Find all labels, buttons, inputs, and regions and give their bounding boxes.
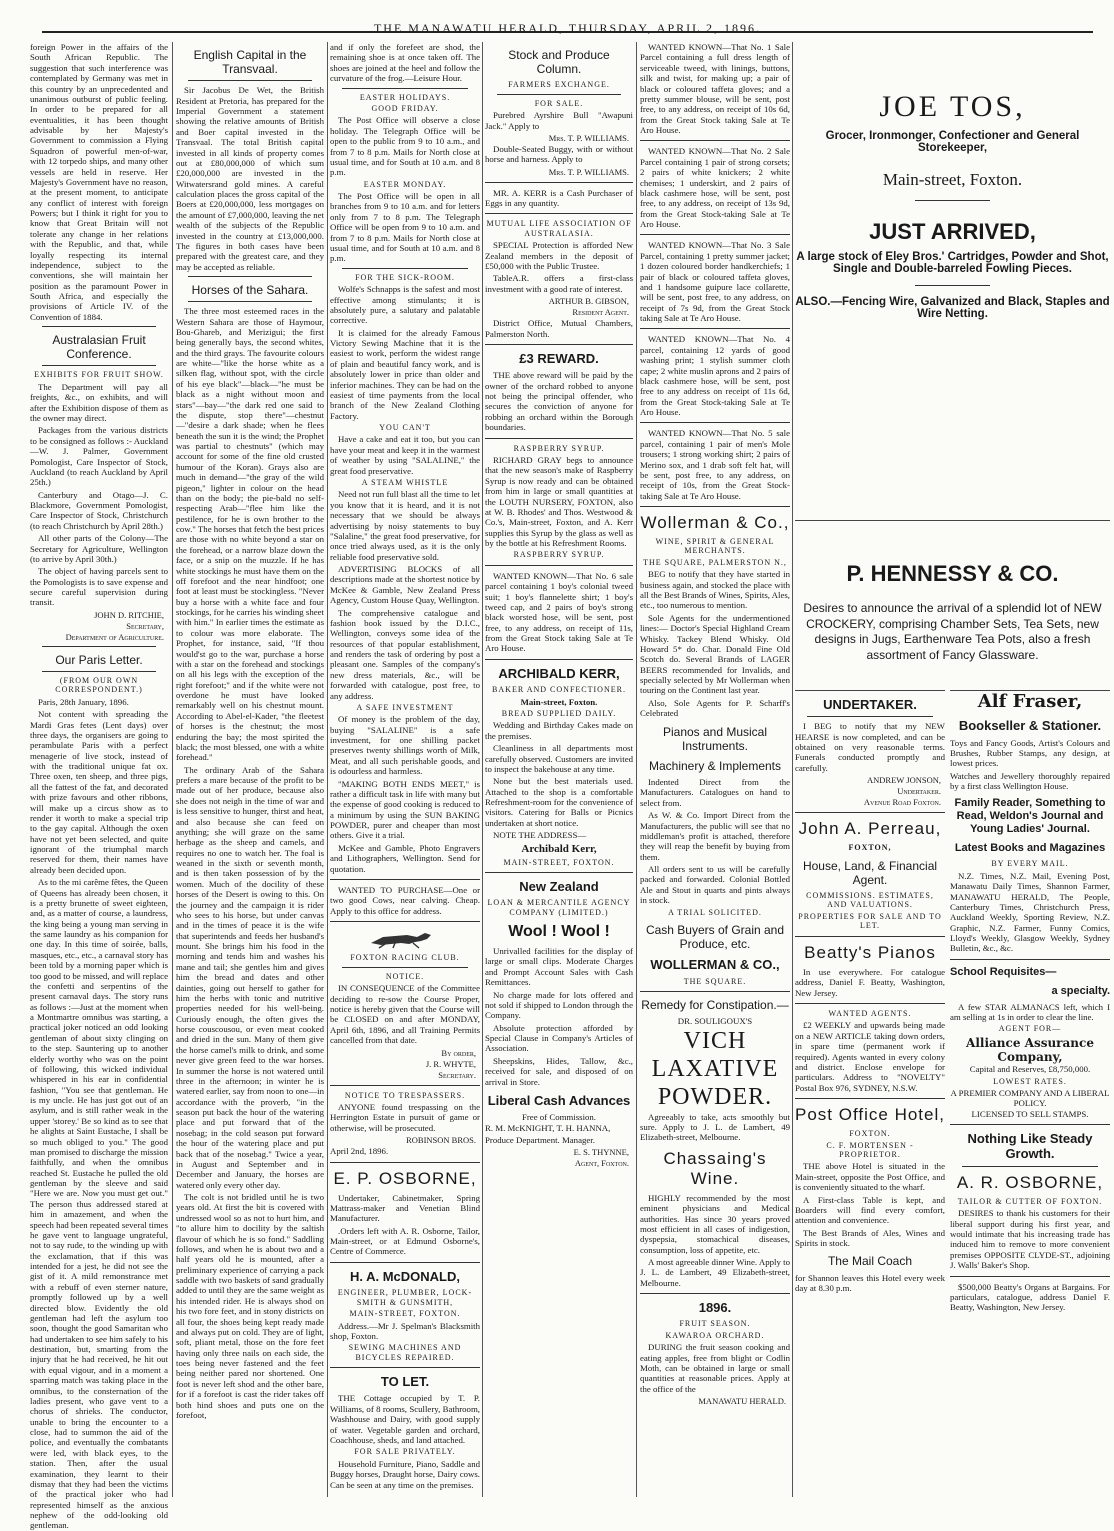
advert-heading: JUST ARRIVED, [869,219,1036,244]
advert-paragraph: Sole Agents for the undermentioned lines:— Doctor's Special Highland Cream Whisky. Tackey Blend Whisky. Old Howard 5* do. Char. Donald Fine Old Scotch do. Several Brands of LAGER BEERS recommended for Invalids, and specially selected by Mr Wollerman when touring on the Continent last year. [640,612,790,696]
advert-heading: Wool ! Wool ! [508,923,610,941]
advert-paragraph: Wedding and Birthday Cakes made on the premises. [485,720,633,741]
column-6 [795,690,945,1496]
advert-subheading: MAIN-STREET, FOXTON. [503,857,615,867]
advert-subheading: ENGINEER, PLUMBER, LOCK-SMITH & GUNSMITH, [337,1288,473,1307]
advert-heading: JOE TOS, [879,90,1026,123]
column-4 [485,42,633,1497]
advert-subheading: BY EVERY MAIL. [991,859,1069,869]
advert-heading: RASPBERRY SYRUP. [513,550,605,560]
article-paragraph: and if only the forefeet are shod, the remaining shoe is at once taken off. The shoes are joined at the heel and follow the curvature of the frog.—Leisure Hour. [330,42,480,84]
advert-heading: School Requisites— [950,965,1057,978]
divider [485,344,633,345]
divider [330,1085,480,1086]
divider [950,1124,1110,1125]
advert-heading: Family Reader, Something to Read, Weldon's Journal and Young Ladies' Journal. [954,797,1106,836]
divider [640,328,790,329]
advert-subheading: Grocer, Ironmonger, Confectioner and General Storekeeper, [825,130,1080,154]
signature: E. S. THYNNE, [573,1147,629,1158]
advert-subheading: Capital and Reserves, £8,750,000. [969,1064,1091,1075]
signature: ROBINSON BROS. [406,1135,476,1146]
advert-subheading: Bookseller & Stationer. [958,718,1102,734]
advert-heading: WOLLERMAN & CO., [650,957,780,973]
article-paragraph: It is claimed for the already Famous Victory Sewing Machine that it is the easiest to work, perform the widest range of plain and beautiful fancy work, and is absolutely lower in price than older and inferior machines. They can be had on the easiest of time payments from the local branch of the New Zealand Clothing Factory. [330,327,480,421]
divider [640,234,790,235]
advert-heading: VICH LAXATIVE [651,1027,779,1082]
article-paragraph: The three most esteemed races in the Western Sahara are those of Haymour, Bou-Ghareb, and Merizigui; the first being generally bays, the second whites, and the third grays. The favourite colours are white—"like the horse white as a silken flag, without spot, with the circle of his eye black"—black—"he must be black as a night without moon and stars"—bay—"the dark red one said to the dispute, stop there"—chestnut—"desire a dark shade; when he flees beneath the sun it is the wind; the Prophet was partial to chestnuts" (which may account for some of the fine old crusted humour of the Koran). Grays also are much in demand—"the gray of the wild pigeon," lighter in colour on the head than on the body; the pie-bald no self-respecting Arab—"flee him like the pestilence, for he is own brother to the cow." The horses that fetch the best prices are those with no white beyond a star on the forehead, or a narrow blaze down the face, or a snip on the muzzle. If he has white stockings he must have them on the off forefoot and the near hindfoot; one foot at least must be stockingless. "Never buy a horse with a white face and four stockings, for he carries his winding sheet with him." In earlier times the estimate as to colour was more elaborate. The Prophet, for instance, said, "If thou would'st go to the war, purchase a horse with a star on the forehead and stockings on all his legs with the exception of the right forefoot;" and if the white were not overdone he must have looked remarkably well on his chestnut mount. According to Abel-el-Kader, "the fleetest of horses is the chestnut; the most enduring the bay; the most spirited the black; the most blessed, one with a white forehead." [176,306,324,763]
advert-paragraph: WANTED TO PURCHASE—One or two good Cows, near calving. Cheap. Apply to this office for address. [330,884,480,916]
advert-heading: NOTICE TO TRESPASSERS. [344,1090,466,1100]
divider [188,301,312,302]
divider [485,213,633,214]
advert-paragraph: RICHARD GRAY begs to announce that the new season's make of Raspberry Syrup is now ready and can be obtained from him in large or small quantities at the LOUTH NURSERY, FOXTON, also at W. B. Rhodes' and Thos. Westwood & Co.'s, Main-street, Foxton, and A. Kerr supplies this Syrup by the glass as well as by the bottle at his Refreshment Rooms. [485,455,633,549]
advert-heading: RASPBERRY SYRUP. [513,443,605,453]
advert-location: Main-street, Foxton. [882,170,1023,189]
notice-paragraph: The Post Office will be open in all branches from 9 to 10 a.m. and for letters only from 7 to 8 p.m. The Telegraph Office will be open from 9 to 10 a.m. and from 7 to 8 p.m. Mails for North close at usual time, and for South at 10 a.m. and 8 p.m. [330,191,480,264]
column-divider [792,42,793,1497]
advert-paragraph: Indented Direct from the Manufacturers. Catalogues on hand to select from. [640,777,790,808]
advert-paragraph: Desires to announce the arrival of a splendid lot of NEW CROCKERY, comprising Chamber Sets, Tea Sets, new designs in Jugs, Earthenware Tea Pots, also a fresh assortment of Fancy Glassware. [803,601,1102,662]
advert-paragraph: Also, Sole Agents for P. Scharff's Celebrated [640,697,790,719]
advert-paragraph: Cleanliness in all departments most carefully observed. Customers are invited to inspect the bakehouse at any time. [485,743,633,774]
advert-heading: H. A. McDONALD, [349,1268,461,1284]
advert-subheading: PROPERTIES FOR SALE AND TO LET. [798,911,942,931]
advert-heading: Remedy for Constipation.— [641,998,789,1013]
advert-heading: P. HENNESSY & CO. [846,561,1059,586]
advert-heading: Archibald Kerr, [521,842,597,855]
article-paragraph: Canterbury and Otago—J. C. Blackmore, Government Pomologist, Care Inspector of Stock, Christchurch (to reach Christchurch by April 28th.) [30,489,168,531]
divider [42,326,156,327]
advert-subheading: THE SQUARE. [683,976,747,986]
article-paragraph: As to the mi carême fêtes, the Queen of Queens has already been chosen, it is a pretty brunette of sweet eighteen, and, as a matter of course, a laundress, the king being a young man serving in the same laundry as his companion for one day. In this time of soirée, balls, masques, etc., etc., a carnaval story has been told by a morning paper which is too good to be missed, and will replace the confetti and serpentins of the present carnaval days. The story runs as follows :—Just at the moment when a Montmartre omnibus was starting, a practical joker noticed an odd looking gentleman of about sixty clinging on to the step. Sauntering up to another elderly worthy who was on the point of following, this wicked individual whispered in his ear in confidential fashion, "You see that gentleman. He is my uncle. He has just got out of an asylum, and is still rather weak in the upper 'storey.' Be so kind as to see that he alights at Saint Eustache, I shall be so much obliged to you." The good man promised to discharge the mission faithfully, and when the omnibus reached St. Eustache he pulled the old gentleman by the sleeve and said "Here we are. Now you must get out." The person thus addressed stared at him in amazement, and when the speech had been repeated several times he gave vent to language ungrateful, not to say rude, to the winding up with the exclamation, that if this was intended for a jest, he did not see the gist of it. A mild remonstrance met with a rebuff of even sterner nature, promptly followed up by a well directed blow. Evidently the old gentleman had left the asylum too soon, thought the good Samaritan who had undertaken to see him safely to his destination, but, smarting from the injury that he had received, he hit out with equal vigour, and in a moment a sparring match was taking place in the omnibus, to the consternation of the ladies present, who gave vent to a chorus of shrieks. The conductor, unable to bring the encounter to a close, had to summon the aid of the police, and eventually the combatants were led, with black eyes, to the station. Then, after the usual examination, they learnt to their dismay that they had been the victims of the practical joker who had represented himself as the anxious nephew of the odd-looking old gentleman. [30,877,169,1531]
advert-paragraph: In use everywhere. For catalogue address, Daniel F. Beatty, Washington, New Jersey. [795,966,945,998]
article-paragraph: The colt is not bridled until he is two years old. At first the bit is covered with undressed wool so as not to hurt him, and "to allure him to docility by the saltish flavour of which he is so fond." Saddling follows, and when he is about two and a half years old he is mounted, after a preliminary experience of carrying a pack saddle with two baskets of sand gradually added to until they are the same weight as his intended rider. He is always shod on his two fore feet, and in stony districts on all four, the shoes being kept ready made and always put on cold. They are of light, soft, pliant metal, those on the fore feet having only three nails on each side, the toes being never fastened and the feet being neither pared nor shortened. One foot is never left shod and the other bare, for if a forefoot is cast the rider takes off both hind shoes and puts one on the forefoot, [176,1192,324,1420]
section-heading: A SAFE INVESTMENT [356,702,454,712]
article-paragraph: Have a cake and eat it too, but you can have your meat and keep it in the warmest of weather by using "SALALINE," the great food preservative. [330,434,480,476]
divider [795,1003,945,1004]
advert-paragraph: A large stock of Eley Bros.' Cartridges, Powder and Shot, Single and Double-barreled Fowling Pieces. [796,251,1109,275]
divider [42,646,156,647]
advert-paragraph: ALSO.—Fencing Wire, Galvanized and Black, Staples and Wire Netting. [795,296,1110,320]
advert-subheading: DR. SOULIGOUX'S [677,1016,753,1027]
advert-subheading: FRUIT SEASON. [679,1319,751,1329]
advert-subheading: A PREMIER COMPANY AND A LIBERAL POLICY. [950,1088,1110,1109]
advert-paragraph: A First-class Table is kept, and Boarders will find every comfort, attention and convenience. [795,1194,945,1226]
divider [640,140,790,141]
advert-paragraph: MR. A. KERR is a Cash Purchaser of Eggs in any quantity. [485,187,633,209]
advert-heading: MUTUAL LIFE ASSOCIATION OF AUSTRALASIA. [486,219,632,238]
advert-subheading: AGENT FOR— [998,1024,1062,1034]
signature: Secretary. [438,1069,476,1080]
article-paragraph: All other parts of the Colony—The Secretary for Agriculture, Wellington (to arrive by April 30th.) [30,533,168,564]
divider [330,879,480,880]
article-heading: Australasian Fruit Conference. [52,333,146,362]
divider [915,200,990,201]
divider [188,80,312,81]
article-paragraph: McKee and Gamble, Photo Engravers and Lithographers, Wellington. Send for quotation. [330,842,480,874]
article-paragraph: ADVERTISING BLOCKS of all descriptions made at the shortest notice by McKee & Gamble, New Zealand Press Agency, Custom House Quay, Wellington. [330,564,480,606]
divider [807,716,933,717]
advert-paragraph: No charge made for lots offered and not sold if shipped to London through the Company. [485,989,633,1021]
advert-heading: The Mail Coach [827,1254,913,1269]
advert-subheading: Free of Commission. [521,1112,597,1123]
article-paragraph: "MAKING BOTH ENDS MEET," is rather a difficult task in life with many but the expense of good cooking is reduced to a minimum by using the SUN BAKING POWDER, purer and cheaper than most others. Give it a trial. [330,778,480,841]
divider [640,991,790,992]
article-subheading: EXHIBITS FOR FRUIT SHOW. [34,370,164,380]
advert-date: April 2nd, 1896. [330,1146,389,1157]
advert-paragraph: Watches and Jewellery thoroughly repaired by a first class Wellington House. [950,770,1110,792]
divider [962,1166,1098,1167]
signature: JOHN D. RITCHIE, [94,609,164,620]
column-divider [482,42,483,1497]
advert-heading: E. P. OSBORNE, [333,1168,477,1188]
signature: ANDREW JONSON, [867,775,941,786]
divider [950,959,1110,960]
advert-paragraph: As W. & Co. Import Direct from the Manufacturers, the public will see that no middleman's profit is attached, therefore they will reap the benefit by buying from them. [640,810,790,862]
section-subheading: FOR SALE. [534,98,584,108]
advert-heading: Nothing Like Steady Growth. [967,1131,1093,1162]
signature: MANAWATU HERALD. [698,1396,786,1407]
advert-paragraph: .Orders left with A. R. Osborne, Tailor, Main-street, or at Edmund Osborne's, Centre of Commerce. [330,1225,480,1257]
signature: Undertaker. [897,786,941,797]
advert-paragraph: The Best Brands of Ales, Wines and Spirits in stock. [795,1227,945,1249]
divider [42,671,156,672]
advert-heading: Pianos and Musical Instruments. [662,724,768,753]
advert-paragraph: Sheepskins, Hides, Tallow, &c., received for sale, and disposed of on arrival in Store. [485,1055,633,1087]
divider [485,659,633,660]
divider [485,565,633,566]
article-paragraph: Need not run full blast all the time to let you know that it is heard, and it is not necessary that we should be always advertising by noisy statements to buy "Salaline," the great food preservative, for once tried always used, as it is the only reliable food preservative sold. [330,489,480,562]
advert-subheading: KAWAROA ORCHARD. [665,1330,765,1340]
article-heading: Our Paris Letter. [55,652,143,667]
advert-heading: 1896. [698,1300,732,1316]
article-paragraph: The object of having parcels sent to the Pomologists is to save expense and secure careful supervision during transit. [30,566,168,608]
advert-subheading: LOAN & MERCANTILE AGENCY COMPANY (LIMITED.) [487,898,631,917]
advert-heading: New Zealand [519,878,599,894]
signature: Agent, Foxton. [574,1158,629,1169]
advert-subheading: SEWING MACHINES AND BICYCLES REPAIRED. [348,1343,462,1362]
advert-paragraph: WANTED KNOWN—That No. 6 sale parcel containing 1 boy's colonial tweed suit; 1 boy's flannelette shirt; 1 boy's tweed cap, and 2 pairs of boy's strong black worsted hose, will be sent, post free, to any address, on receipt of 11s, from the Great Stock taking Sale at Te Aro House. [485,570,633,654]
advert-heading: Cash Buyers of Grain and Produce, etc. [645,923,785,952]
advert-heading: POWDER. [657,1084,773,1111]
column-3 [330,42,480,1497]
advert-heading: A. R. OSBORNE, [956,1172,1104,1192]
racing-horse-illustration [330,927,480,951]
column-divider [327,42,328,1497]
advert-paragraph: SPECIAL Protection is afforded New Zealand members in the deposit of £50,000 with the Public Trustee. [485,240,633,272]
divider [485,438,633,439]
column-1 [30,42,169,1531]
advert-heading: Post Office Hotel, [795,1105,945,1125]
divider [330,921,480,922]
advert-paragraph: WANTED KNOWN—That No. 4 parcel, containing 12 yards of good washing print; 1 stylish summer cloth cape; 2 white muslin aprons and 2 pairs of black cashmere hose, will be sent, post free to any address on receipt of 11s 6d, from the Great Stock-taking Sale at Te Aro House. [640,334,790,417]
signature: Department of Agriculture. [65,631,164,642]
divider [342,967,468,968]
advert-subheading: NOTICE. [385,971,425,981]
advert-paragraph: Absolute protection afforded by Special Clause in Company's Articles of Association. [485,1022,633,1054]
divider [795,812,945,813]
advert-paragraph: TableA.R. offers a first-class investment with a good rate of interest. [485,273,633,294]
article-heading: Horses of the Sahara. [191,283,309,298]
advert-subheading: BAKER AND CONFECTIONER. [492,685,626,695]
advert-paragraph: District Office, Mutual Chambers, Palmerston North. [485,318,633,339]
advert-subheading: C. F. MORTENSEN - PROPRIETOR. [826,1140,914,1159]
divider [795,1098,945,1099]
advert-paragraph: Address.—Mr J. Spelman's Blacksmith shop, Foxton. [330,1320,480,1341]
advert-paragraph: I BEG to notify that my NEW HEARSE is now completed, and can be obtained on very reasonable terms. Funerals conducted promptly and carefully. [795,721,945,773]
masthead [30,0,1105,40]
advert-subheading: LICENSED TO SELL STAMPS. [971,1108,1089,1119]
advert-heading: £3 REWARD. [519,351,599,366]
advert-paragraph: Double-Seated Buggy, with or without horse and harness. Apply to [485,143,633,165]
signature-line: R. M. McKNIGHT, T. H. HANNA, [485,1122,611,1133]
advert-paragraph: THE above reward will be paid by the owner of the orchard robbed to anyone not being the principal offender, who secures the conviction of anyone for robbing an orchard within the Borough boundaries. [485,370,633,433]
section-heading: YOU CAN'T [379,423,431,432]
advert-heading: ARCHIBALD KERR, [498,665,620,681]
advert-paragraph: ANYONE found trespassing on the Herrington Estate in pursuit of game or otherwise, will be prosecuted. [330,1102,480,1133]
signature: ARTHUR B. GIBSON, [548,296,629,307]
advert-heading: Alf Fraser, [977,691,1083,712]
notice-paragraph: The Post Office will observe a close holiday. The Telegraph Office will be open to the public from 9 to 10 a.m., and from 7 to 8 p.m. Mails for North close at usual time, and for South at 10 a.m. and 8 p.m. [330,115,480,178]
advert-paragraph: WANTED KNOWN—That No. 1 Sale Parcel containing a full dress length of serviceable tweed, with linings, buttons, silk and twist, for making up; a pair of black or coloured taffeta gloves; and a pretty summer blouse, will be sent, post free, to any address, on receipt of 10s 6d, from the Great Stock taking Sale at Te Aro House. [640,42,790,135]
divider [42,365,156,366]
signature: Avenue Road Foxton. [863,797,941,808]
divider [188,276,312,277]
advert-heading: Alliance Assurance Company, [966,1035,1094,1065]
column-divider [636,42,637,1497]
notice-subheading: EASTER MONDAY. [363,179,447,189]
signature: Mrs. T. P. WILLIAMS. [548,166,629,177]
advert-subheading: THE SQUARE, PALMERSTON N., [643,557,787,567]
divider [915,285,990,286]
column-2 [176,42,324,1497]
advert-paragraph: DURING the fruit season cooking and eating apples, free from blight or Codlin Moth, can be obtained in large or small quantities at reasonable prices. Apply at the office of the [640,1342,790,1394]
divider [330,1262,480,1263]
article-subheading: (FROM OUR OWN CORRESPONDENT.) [55,675,143,695]
advert-subheading: FOR SALE PRIVATELY. [354,1447,456,1457]
section-heading: FOR THE SICK-ROOM. [355,272,455,282]
article-paragraph: The comprehensive catalogue and fashion book issued by the D.I.C., Wellington, conveys some idea of the resources of that popular establishment, and renders the task of ordering by post a pleasant one. Samples of the company's new dress materials, &c., will be forwarded with catalogue, post free, to any address. [330,607,480,701]
signature-line: Produce Department. Manager. [485,1134,595,1145]
advert-paragraph: None but the best materials used. Attached to the shop is a comfortable Refreshment-room for the convenience of visitors. Catering for Balls or Picnics undertaken at short notice. [485,776,633,828]
advert-heading: Wollerman & Co., [640,513,790,532]
advert-paragraph: Agreeably to take, acts smoothly but sure. Apply to J. L. de Lambert, 49 Elizabeth-street, Melbourne. [640,1111,790,1143]
advert-paragraph: N.Z. Times, N.Z. Mail, Evening Post, Manawatu Daily Times, Shannon Farmer, MANAWATU HERALD, The People, Canterbury Times, Christchurch Press, Auckland Weekly, Sporting Review, N.Z. Graphic, N.Z. Farmer, Funny Comics, Lloyd's Weekly, Glasgow Weekly, Sydney Bulletin, &c., &c. [950,870,1110,954]
advert-paragraph: $500,000 Beatty's Organs at Bargains. For particulars, catalogue, address Daniel F. Beatty, Washington, New Jersey. [950,1281,1110,1313]
article-paragraph: Of money is the problem of the day, buying "SALALINE" is a safe investment, for one shilling packet preserves twenty shillings worth of Milk, Meat, and all such perishable goods, and is odourless and harmless. [330,714,480,777]
advert-paragraph: WANTED KNOWN—That No. 5 sale parcel, containing 1 pair of men's Mole trousers; 1 strong working shirt; 2 pairs of Merino sox, and 1 drab soft felt hat, will be sent, post free, to any address, on receipt of 10s, from the Great Stock-taking Sale at Te Aro House. [640,428,790,501]
advert-paragraph: DESIRES to thank his customers for their liberal support during his first year, and would intimate that his increasing trade has induced him to remove to more convenient premises OPPOSITE CLYDE-ST., adjoining J. Walls' Baker's Shop. [950,1208,1110,1271]
advert-subheading: WINE, SPIRIT & GENERAL MERCHANTS. [655,537,775,556]
advert-paragraph: A most agreeable dinner Wine. Apply to J. L. de Lambert, 49 Elizabeth-street, Melbourne. [640,1257,790,1288]
advert-subheading: FOXTON. [849,1129,891,1139]
advert-subheading: COMMISSIONS. ESTIMATES, AND VALUATIONS. [806,891,934,910]
advert-heading: Latest Books and Magazines [954,842,1106,855]
advert-subheading: FOXTON, [848,843,892,853]
article-paragraph: Wolfe's Schnapps is the safest and most effective among stimulants; it is absolutely pure, a salutary and palatable corrective. [330,284,480,326]
advert-heading: Beatty's Pianos [804,942,936,962]
article-paragraph: Packages from the various districts to be consigned as follows :- Auckland—W. J. Palmer, Government Pomologist, Care Inspector of Stock, Auckland (to reach Auckland by April 25th.) [30,425,168,488]
divider [342,268,468,269]
advert-paragraph: WANTED KNOWN—That No. 2 Sale Parcel containing 1 pair of strong corsets; 2 pairs of white knickers; 2 white chemises; 1 underskirt, and 2 pairs of black cashmere hose, will be sent, post free, to any address, on receipt of 13s 9d, from the Great Stock-taking Sale at Te Aro House. [640,146,790,229]
advert-subheading: BREAD SUPPLIED DAILY. [501,708,617,718]
divider [330,1162,480,1163]
advert-subheading: MAIN-STREET, FOXTON. [349,1309,461,1319]
advert-heading: WANTED AGENTS. [828,1008,912,1018]
divider [640,506,790,507]
joe-tos-advert [795,42,1110,512]
masthead-rule [42,31,1093,33]
advert-subheading: House, Land, & Financial Agent. [802,858,938,887]
divider [485,872,633,873]
column-5 [640,42,790,1497]
advert-paragraph: HIGHLY recommended by the most eminent physicians and Medical authorities. Has since 30 years proved most efficient in all cases of indigestion, dyspepsia, stomachical diseases, consumption, loss of appetite, etc. [640,1192,790,1255]
article-paragraph: The Department will pay all freights, &c., on exhibits, and will after the Exhibition dispose of them as the owner may direct. [30,381,168,423]
signature: By order, [441,1047,476,1058]
advert-subheading: Main-street, Foxton. [520,696,598,707]
article-paragraph: Not content with spreading the Mardi Gras fetes (Lent days) over three days, the organisers are going to perambulate Paris with a perfect menagerie of live stock, instead of with the traditional unique fat ox. Three oxen, ten sheep, and three pigs, all the fattest of the fat, and decorated with prize favours and other ribbons, will make up a circus show as to render it worth to make a special trip to the gay capital. Although the oxen have not yet been selected, and quite ignorant of the triumphal march reserved for them, their names have already been decided upon. [30,709,168,875]
advert-subheading: A TRIAL SOLICITED. [668,907,762,917]
section-subheading: FARMERS EXCHANGE. [508,80,610,90]
advert-paragraph: Unrivalled facilities for the display of large or small clips. Moderate Charges and Prompt Account Sales with Cash Remittances. [485,946,633,988]
advert-paragraph: THE Cottage occupied by T. P. Williams, of 8 rooms, Scullery, Bathroom, Washhouse and Dairy, with good supply of water. Vegetable garden and orchard, Coachhouse, sheds, and land attached. [330,1393,480,1445]
hennessy-advert [795,520,1110,681]
column-divider [172,42,173,1497]
advert-paragraph: Toys and Fancy Goods, Artist's Colours and Brushes, Rubber Stamps, any design, at lowest prices. [950,737,1110,769]
advert-paragraph: WANTED KNOWN—That No. 3 Sale Parcel, containing 1 pretty summer jacket; 1 dozen coloured border handkerchiefs; 1 pair of black or coloured taffeta gloves, and 1 handsome guipure lace collarette, will be sent, post free, to any address, on receipt of 7s 9d, from the Great Stock taking Sale at Te Aro House. [640,240,790,323]
article-paragraph: Sir Jacobus De Wet, the British Resident at Pretoria, has prepared for the Imperial Government a statement showing the relative amounts of British and Boer capital invested in the Transvaal. The total British capital invested in all kinds of property comes out at £80,000,000 of which sum £20,000,000 are invested in the Witwatersrand gold mines. A careful calculation places the gross capital of the Boers at £20,000,000, less mortgages on the amount of £7,000,000, leaving the net wealth of the subjects of the Republic invested in the country at £13,000,000. The figures in both cases have been prepared with the greatest care, and they may be accepted as reliable. [176,85,324,272]
masthead-title: THE MANAWATU HERALD, THURSDAY, APRIL 2, 1896. [373,21,762,35]
divider [950,1276,1110,1277]
advert-paragraph: NOTE THE ADDRESS— [493,830,587,841]
advert-heading: TO LET. [380,1374,430,1390]
advert-paragraph: £2 WEEKLY and upwards being made on a NEW ARTICLE taking down orders, in spare time (permanent work if required). Agents wanted in every colony and district. Enclose envelope for particulars. Address to "NOVELTY" Postal Box 976, SYDNEY, N.S.W. [795,1020,945,1093]
advert-paragraph: BEG to notify that they have started in business again, and stocked the place with all the Best Brands of Wines, Spirits, Ales, etc., too numerous to mention. [640,569,790,611]
divider [640,422,790,423]
divider [640,1293,790,1294]
divider [795,936,945,937]
divider [485,182,633,183]
signature: Resident Agent. [572,307,629,318]
article-paragraph: foreign Power in the affairs of the South African Republic. The suggestion that such interference was contemplated by Germany was met in this country by an unprecedented and unanimous outburst of public feeling. In order to be prepared for all eventualities, it has been thought advisable by her Majesty's Government to commission a Flying Squadron of powerful men-of-war, with 12 torpedo ships, and many other vessels are held in reserve. Her Majesty's Government have no reason, at the present moment, to anticipate any conflict of interest with foreign Powers; but I think it right for you to know that Great Britain will not tolerate any change in her relations with the Republic, and that, while loyally respecting its internal independence, subject to the conventions, she will maintain her position as the paramount Power in South Africa, and especially the provisions of Article IV. of the Convention of 1884. [30,42,168,322]
advert-paragraph: All orders sent to us will be carefully packed and forwarded. Colonial Bottled Ale and Stout in quarts and pints always in stock. [640,864,790,906]
advert-paragraph: for Shannon leaves this Hotel every week day at 8.30 p.m. [795,1272,945,1293]
advert-heading: Machinery & Implements [648,758,782,773]
signature: J. R. WHYTE, [425,1058,476,1069]
advert-paragraph: A few STAR ALMANACS left, which I am selling at 1s in order to clear the line. [950,1001,1110,1023]
advert-heading: Liberal Cash Advances [487,1092,631,1108]
advert-paragraph: Undertaker, Cabinetmaker, Spring Mattrass-maker and Venetian Blind Manufacturer. [330,1192,480,1224]
divider [497,94,621,95]
advert-subheading: LOWEST RATES. [993,1076,1067,1086]
divider [342,88,468,89]
advert-subheading: TAILOR & CUTTER OF FOXTON. [957,1196,1103,1206]
advert-paragraph: Household Furniture, Piano, Saddle and Buggy horses, Draught horse, Dairy cows. Can be seen at any time on the premises. [330,1458,480,1490]
article-paragraph: The ordinary Arab of the Sahara prefers a mare because of the profit to be made out of her produce, because also she does not neigh in the time of war and is less sensitive to hunger, thirst and heat, and also because she can feed on anything; she will graze on the same herbage as the sheep and camels, and requires no one to watch her. The foal is weaned in the sixth or seventh month, and is then taken possession of by the women. Much of the docility of these horses of the Desert is owing to this. On the journey and the campaign it is rider who sees to his horse, but under canvas and in the times of peace it is the wife that superintends and feeds her husband's mount. She brings him his food in the morning and tends him and washes his mane and tail; she gentles him and gives him the bread and dates and other dainties, going out herself to gather for him the herbs with tonic and nutritive properties needed for his well-being. Curiously enough, the often gives the horse couscousou, or even meat cooked and dried in the sun. Many of them give the horse camel's milk to drink, and some never give green feed to the war horses. In summer the horse is not watered until three in the afternoon; in winter he is watered earlier, say from noon to one—in accordance with the proverb, "in the season put back the hour of the watering place and put forward that of the nosebag; in the cold season put forward the hour of the watering place and put back that of the nosebag." Twice a year, in August and September and in December and January, the horses are watered only every other day. [176,764,324,1190]
signature: Secretary, [126,620,164,631]
notice-subheading: GOOD FRIDAY. [371,103,439,113]
signature: Mrs. T. P. WILLIAMS. [548,132,629,143]
section-heading: A STEAM WHISTLE [361,477,449,487]
advert-paragraph: THE above Hotel is situated in the Main-street, opposite the Post Office, and is conveniently situated to the wharf. [795,1161,945,1193]
advert-heading: UNDERTAKER. [823,697,917,712]
advert-paragraph: IN CONSEQUENCE of the Committee deciding to re-sow the Course Proper, notice is hereby given that the Course will be CLOSED on and after MONDAY, April 6th, 1896, and all Training Permits cancelled from that date. [330,983,480,1046]
advert-heading: John A. Perreau, [798,819,942,839]
advert-heading: Chassaing's Wine. [663,1148,767,1188]
notice-heading: EASTER HOLIDAYS. [359,92,451,102]
article-heading: English Capital in the Transvaal. [193,48,307,77]
column-7 [950,690,1110,1496]
dateline: Paris, 28th January, 1896. [38,696,129,707]
advert-heading: FOXTON RACING CLUB. [350,953,460,963]
section-heading: Stock and Produce Column. [508,48,610,77]
advert-paragraph: Purebred Ayrshire Bull "Awapuni Jack." Apply to [485,110,633,131]
advert-heading: a specialty. [1051,984,1110,997]
divider [330,1367,480,1368]
